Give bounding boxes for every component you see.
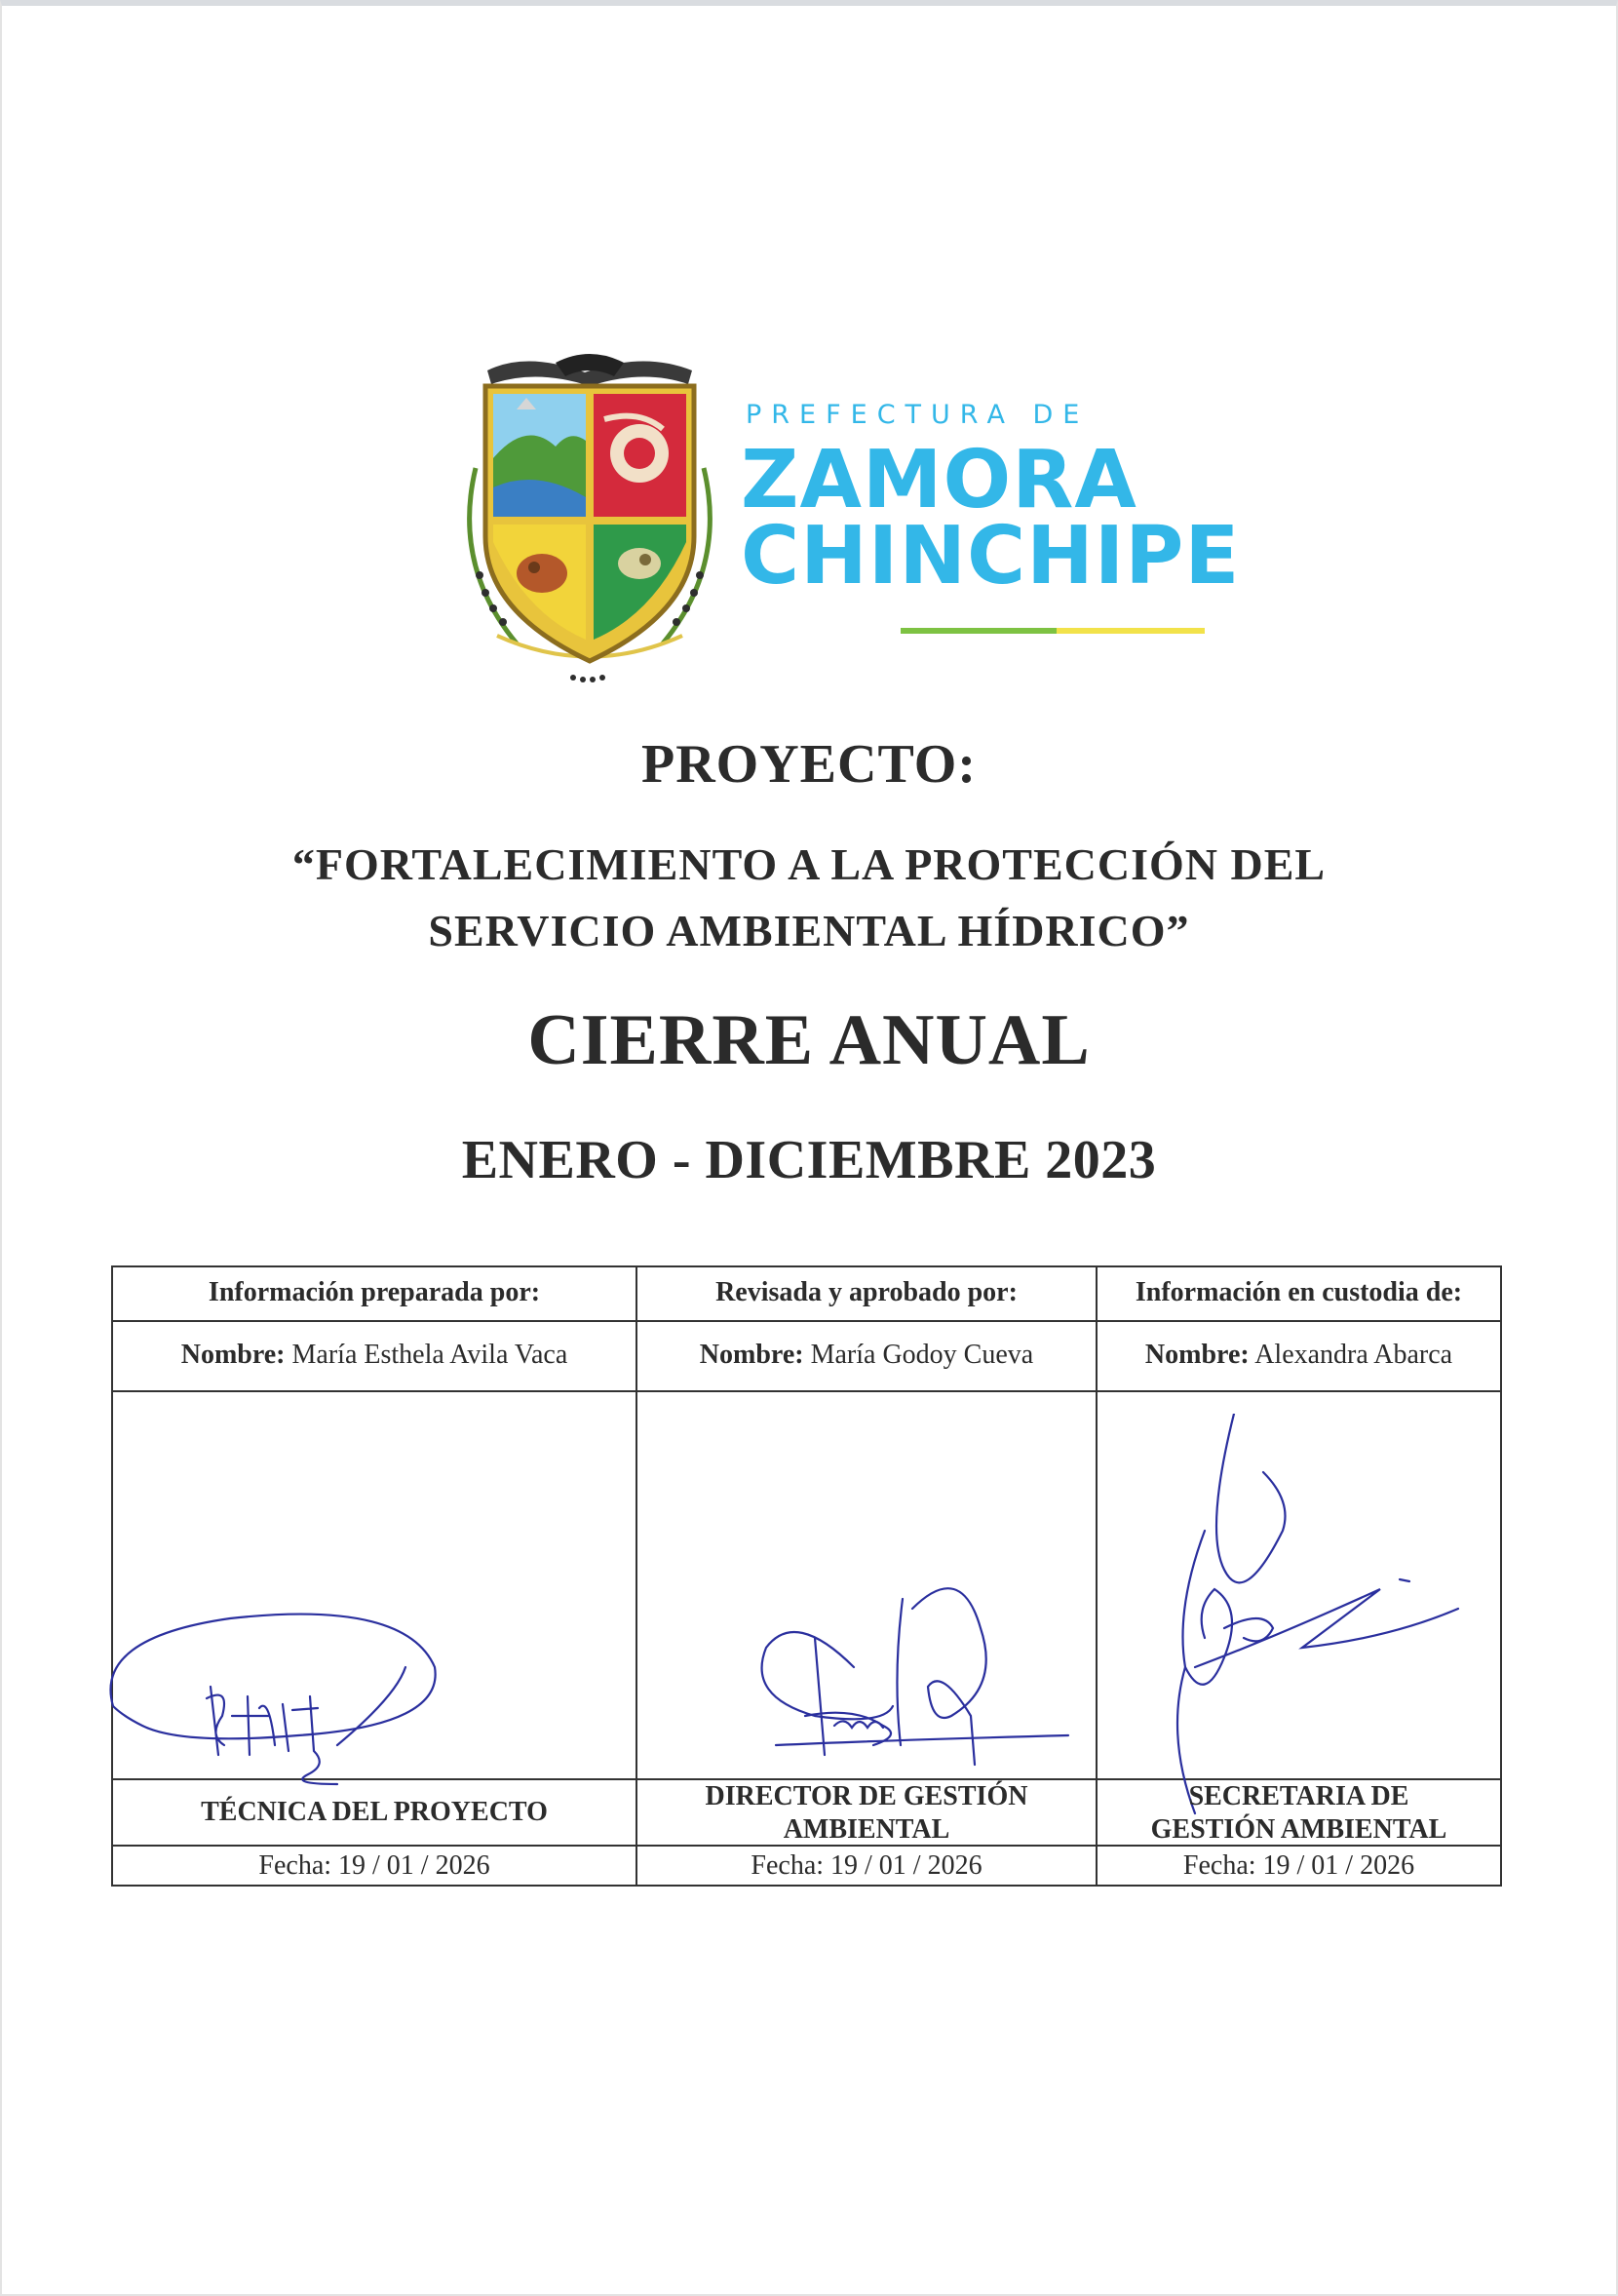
date-approved: Fecha: 19 / 01 / 2026 (751, 1850, 982, 1881)
column-header-custody: Información en custodia de: (1135, 1277, 1463, 1307)
name-value: Alexandra Abarca (1254, 1340, 1453, 1370)
project-name-line2: SERVICIO AMBIENTAL HÍDRICO” (428, 906, 1190, 955)
role-line: SECRETARIA DE (1188, 1781, 1409, 1811)
signature-prepared (84, 1579, 513, 1813)
name-label: Nombre: (1144, 1340, 1250, 1370)
logo-line1: ZAMORA (741, 434, 1137, 526)
table-divider (113, 1320, 1500, 1322)
role-prepared (113, 1796, 636, 1829)
name-cell-approved (637, 1340, 1096, 1371)
logo-underline-yellow (1057, 628, 1205, 634)
name-label: Nombre: (180, 1340, 286, 1370)
role-custody (1098, 1780, 1500, 1847)
name-cell-prepared (113, 1340, 636, 1371)
role-line: AMBIENTAL (783, 1814, 950, 1845)
prefecture-logo (458, 351, 1241, 692)
date-custody: Fecha: 19 / 01 / 2026 (1182, 1850, 1415, 1881)
column-header-approved: Revisada y aprobado por: (715, 1277, 1018, 1307)
name-cell-custody (1098, 1340, 1500, 1371)
logo-underline-green (901, 628, 1057, 634)
coat-of-arms-icon (458, 351, 721, 692)
logo-line2: CHINCHIPE (741, 510, 1241, 603)
approval-table (111, 1265, 1502, 1887)
signature-approved (737, 1570, 1088, 1794)
report-type-title: CIERRE ANUAL (527, 1000, 1091, 1080)
name-value: María Godoy Cueva (810, 1340, 1034, 1370)
role-line: DIRECTOR DE GESTIÓN (705, 1781, 1028, 1811)
column-header-prepared: Información preparada por: (208, 1277, 541, 1307)
name-label: Nombre: (699, 1340, 804, 1370)
logo-pre-text: PREFECTURA DE (746, 400, 1090, 430)
role-approved (637, 1780, 1096, 1847)
name-value: María Esthela Avila Vaca (291, 1340, 568, 1370)
role-line: GESTIÓN AMBIENTAL (1150, 1814, 1447, 1845)
heading-proyecto: PROYECTO: (641, 734, 977, 795)
logo-underline (901, 628, 1205, 634)
date-prepared: Fecha: 19 / 01 / 2026 (258, 1850, 490, 1881)
table-divider (113, 1390, 1500, 1392)
project-name-line1: “FORTALECIMIENTO A LA PROTECCIÓN DEL (291, 839, 1327, 889)
role-line: TÉCNICA DEL PROYECTO (201, 1797, 548, 1827)
signature-custody (1166, 1414, 1487, 1823)
report-period: ENERO - DICIEMBRE 2023 (461, 1130, 1157, 1190)
